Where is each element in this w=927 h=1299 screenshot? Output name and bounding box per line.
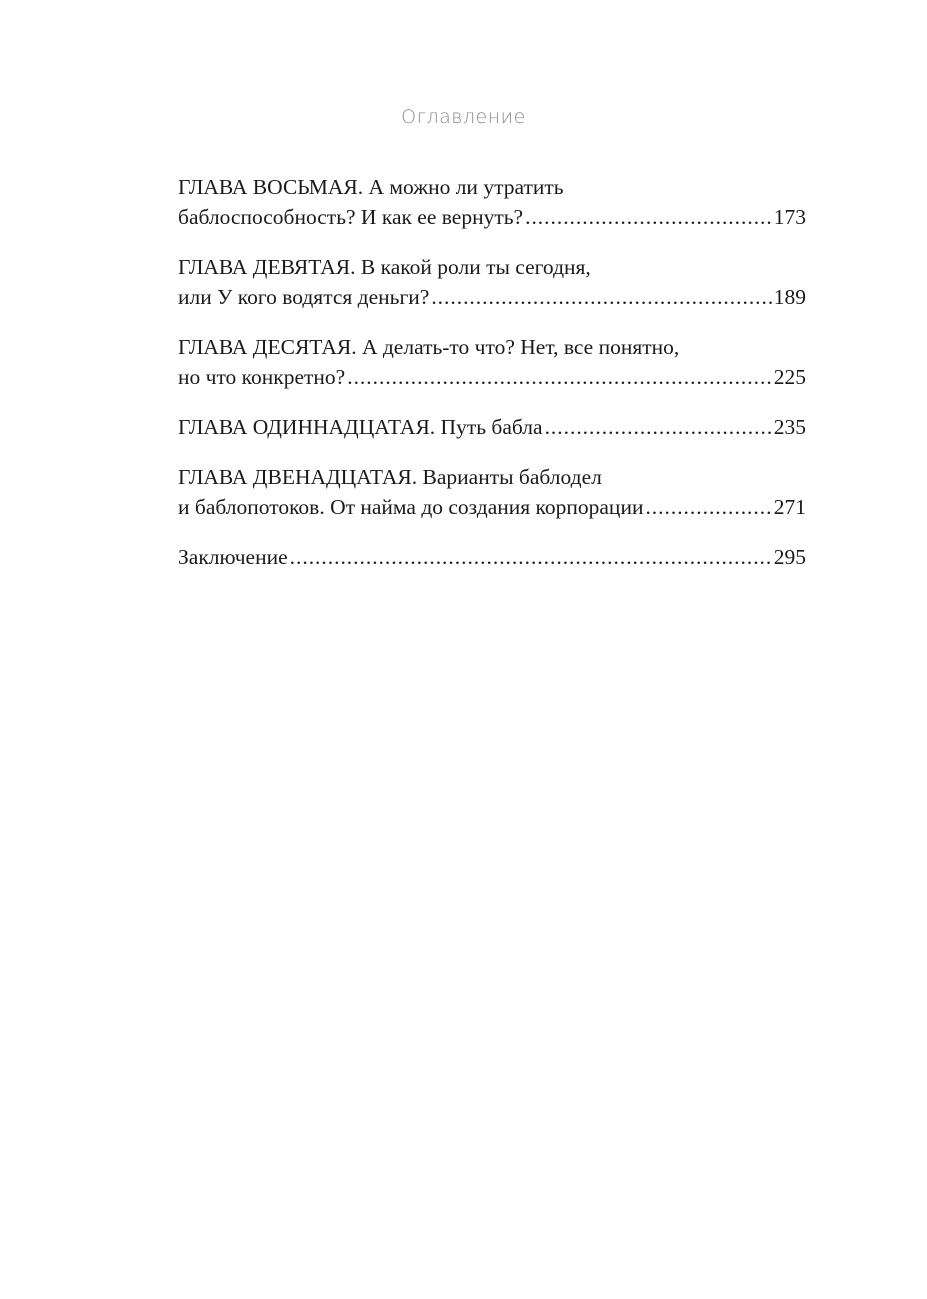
- page-title: Оглавление: [401, 106, 526, 128]
- toc-entry-title-line: баблоспособность? И как ее вернуть?: [178, 205, 524, 229]
- toc-entry-title-line: ГЛАВА ДЕВЯТАЯ. В какой роли ты сегодня,: [178, 255, 591, 279]
- dot-leader: [545, 412, 772, 442]
- toc-entry-title-line: ГЛАВА ДЕСЯТАЯ. А делать-то что? Нет, все понятно,: [178, 335, 680, 359]
- toc-page-number: 173: [773, 205, 806, 229]
- toc-entry-chapter-12[interactable]: [178, 462, 806, 522]
- toc-page-number: 295: [773, 545, 806, 569]
- toc-entry-title-line: ГЛАВА ДВЕНАДЦАТАЯ. Варианты баблодел: [178, 465, 602, 489]
- toc-entry-title-line: ГЛАВА ВОСЬМАЯ. А можно ли утратить: [178, 175, 564, 199]
- dot-leader: [645, 492, 771, 522]
- dot-leader: [431, 282, 771, 312]
- table-of-contents: [178, 172, 806, 592]
- toc-entry-title-line: и баблопотоков. От найма до создания корпорации: [178, 495, 644, 519]
- toc-page-number: 225: [773, 365, 806, 389]
- toc-page-number: 235: [773, 415, 806, 439]
- toc-entry-title-line: но что конкретно?: [178, 365, 346, 389]
- toc-entry-title-line: Заключение: [178, 545, 288, 569]
- dot-leader: [290, 542, 772, 572]
- toc-entry-title-line: или У кого водятся деньги?: [178, 285, 430, 309]
- toc-entry-chapter-9[interactable]: [178, 252, 806, 312]
- toc-page-number: 189: [773, 285, 806, 309]
- toc-entry-chapter-11[interactable]: [178, 412, 806, 442]
- toc-entry-title-line: ГЛАВА ОДИННАДЦАТАЯ. Путь бабла: [178, 415, 543, 439]
- toc-page-number: 271: [773, 495, 806, 519]
- toc-entry-conclusion[interactable]: [178, 542, 806, 572]
- toc-entry-chapter-10[interactable]: [178, 332, 806, 392]
- dot-leader: [347, 362, 772, 392]
- dot-leader: [525, 202, 772, 232]
- toc-entry-chapter-8[interactable]: [178, 172, 806, 232]
